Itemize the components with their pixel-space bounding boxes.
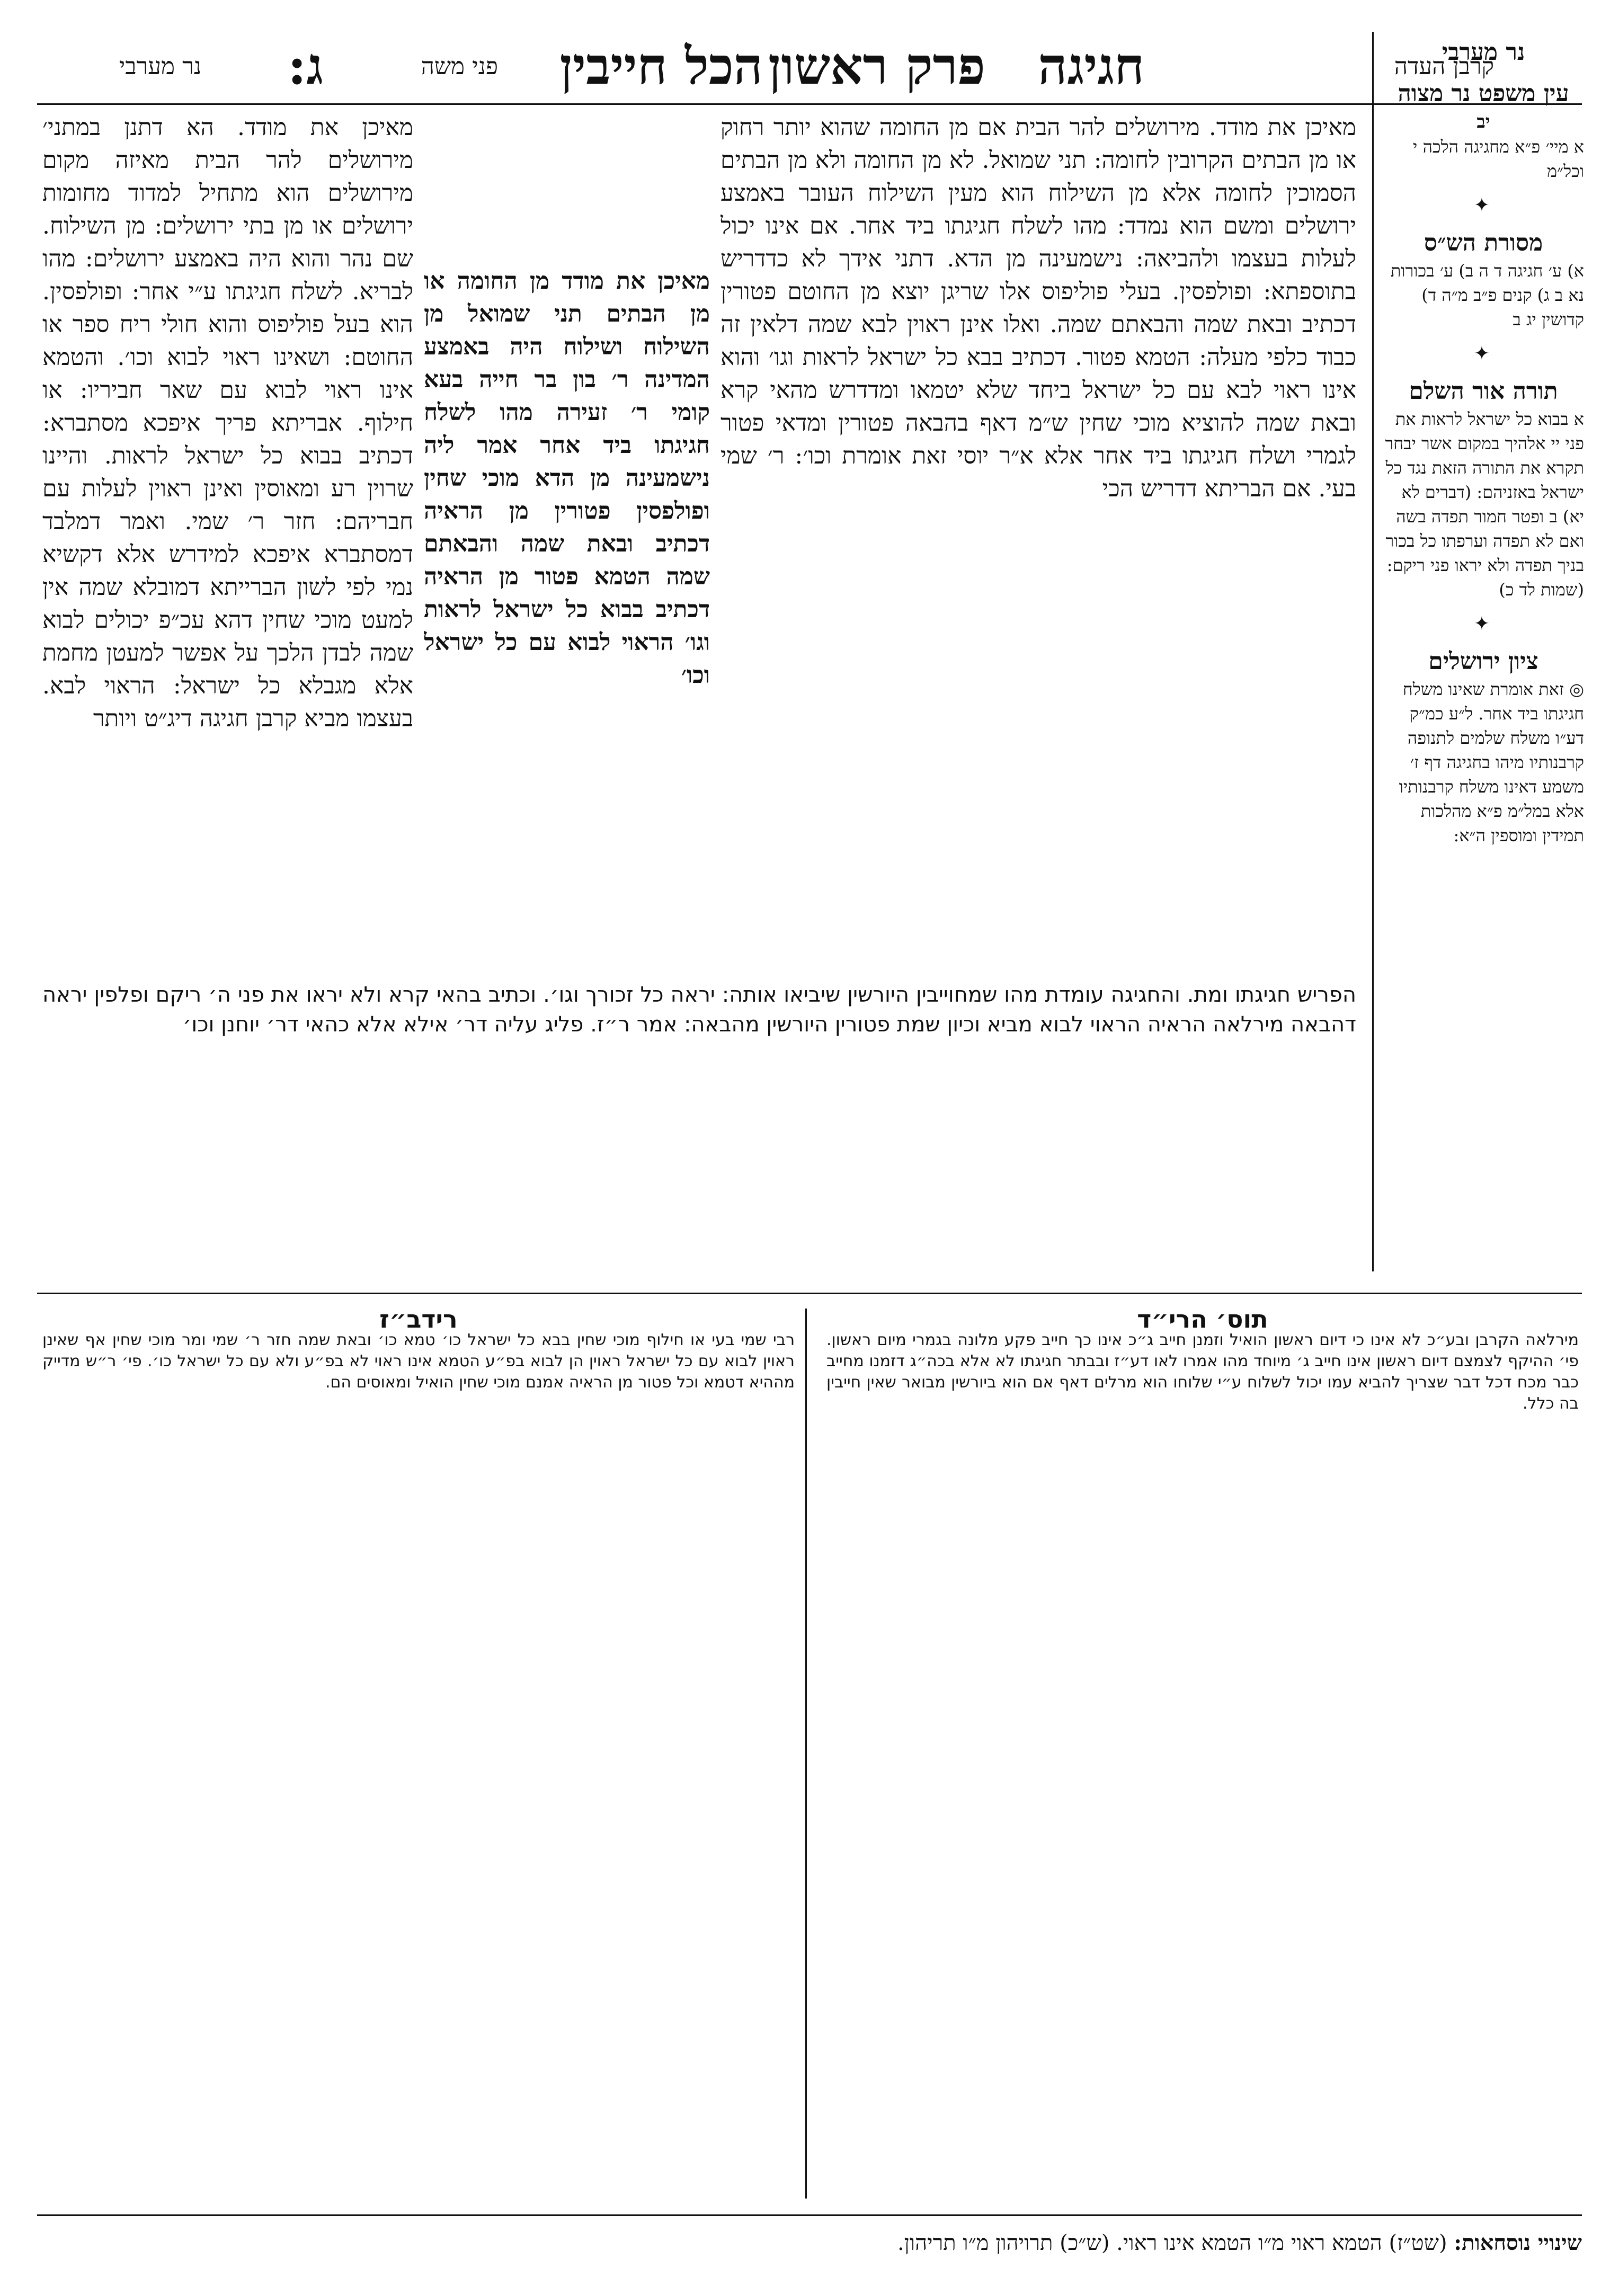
gemara-text: מאיכן את מודד מן החומה או מן הבתים תני שמואל מן השילוח ושילוח היה באמצע המדינה ר׳ בון בר חייה בעא קומי ר׳ זעירה מהו לשלח חגיגתו ביד אחר אמר ליה נישמעינה מן הדא מוכי שחין ופולפסין פטורין מן הראיה דכתיב ובאת שמה והבאתם שמה הטמא פטור מן הראיה דכתיב בבוא כל ישראל לראות וגו׳ הראוי לבוא עם כל ישראל וכו׳	[424, 268, 710, 689]
lower-commentary	[42, 980, 1356, 1245]
radbaz-title: רידב״ז	[379, 1309, 458, 1333]
variants-text: (שט״ז) הטמא ראוי מ״ו הטמא אינו ראוי. (ש״כ) תרויהון מ״ו תריהון.	[897, 2231, 1447, 2255]
page-header	[85, 37, 1515, 101]
separator: ✦	[1473, 613, 1493, 635]
ner-maaravi-title: נר מערבי	[1442, 39, 1525, 66]
side-column	[1383, 37, 1584, 1282]
radbaz-text: רבי שמי בעי או חילוף מוכי שחין בבא כל ישראל כו׳ טמא כו׳ ובאת שמה חזר ר׳ שמי ומר מוכי שחין אף שאינן ראוין לבוא עם כל ישראל ראוין הן לבוא בפ״ע הטמא אינו ראוי לא בפ״ע ולא עם כל ישראל כו׳. פי׳ ר״ש מדייק מההיא דטמא וכל פטור מן הראיה אמנם מוכי שחין הואיל ומאוסים הם.	[42, 1331, 795, 1392]
ein-mishpat-num: יב	[1476, 111, 1490, 132]
yerushalmi-text	[424, 265, 710, 1007]
pnei-moshe-label: פני משה	[421, 53, 498, 80]
korban-haeda-label: קרבן העדה	[1394, 53, 1494, 80]
lower-commentary-text: הפריש חגיגתו ומת. והחגיגה עומדת מהו שמחוייבין היורשין שיביאו אותה: יראה כל זכורך וגו׳. וכתיב בהאי קרא ולא יראו את פני ה׳ ריקם ופלפין יראה דהבאה מירלאה הראיה הראוי לבוא מביא וכיון שמת פטורין היורשין מהבאה: אמר ר״ז. פליג עליה דר׳ אילא אלא כהאי דר׳ יוחנן וכו׳	[42, 983, 1356, 1037]
torah-or-title: תורה אור השלם	[1409, 378, 1558, 405]
chapter-title: הכל חייבין	[559, 36, 763, 96]
tractate-name: חגיגה	[1038, 36, 1144, 96]
lower-divider	[805, 1309, 807, 2199]
page-number: ג:	[287, 36, 323, 96]
footer-variants	[46, 2230, 1582, 2255]
pnei-moshe-text: מאיכן את מודד. מירושלים להר הבית אם מן החומה שהוא יותר רחוק או מן הבתים הקרובין לחומה: תני שמואל. לא מן החומה ולא מן הבתים הסמוכין לחומה אלא מן השילוח הוא מעין השילוח העובר באמצע ירושלים ומשם הוא נמדד: מהו לשלח חגיגתו ביד אחר. אם אינו יכול לעלות בעצמו ולהביאה: נישמעינה מן הדא. דתני אידך לא כדדריש בתוספתא: ופולפסין. בעלי פוליפוס אלו שריגן יוצא מן החוטם פטורין דכתיב ובאת שמה והבאתם שמה. ואלו אינן ראוין לבא שמה דלאין זה כבוד כלפי מעלה: הטמא פטור. דכתיב בבא כל ישראל לראות וגו׳ והוא אינו ראוי לבא עם כל ישראל ביחד שלא יטמאו ומדדרש מהאי קרא ובאת שמה להוציא מוכי שחין ש״מ דאף בהבאה פטורין ומדאי פטור לגמרי ושלח חגיגתו ביד אחר אלא א״ר יוסי זאת אומרת וכו׳: ר׳ שמי בעי. אם הבריתא דדריש הכי	[720, 114, 1356, 502]
tziyun-text: ◎ זאת אומרת שאינו משלח חגיגתו ביד אחר. ל״ע כמ״ק דע״ו משלח שלמים לתנופה קרבנותיו מיהו בחגיגה דף ז׳ משמע דאינו משלח קרבנותיו אלא במל״מ פ״א מהלכות תמידין ומוספין ה״א:	[1399, 679, 1584, 846]
chapter-number: פרק ראשון	[768, 36, 985, 96]
radbaz	[42, 1309, 795, 2199]
tosafot-harid	[826, 1309, 1579, 2199]
tziyun-title: ציון ירושלים	[1428, 648, 1538, 675]
torah-or-text: א בבוא כל ישראל לראות את פני יי אלהיך במקום אשר יבחר תקרא את התורה הזאת נגד כל ישראל באזניהם: (דברים לא יא) ב ופטר חמור תפדה בשה ואם לא תפדה וערפתו כל בכור בניך תפדה ולא יראו פני ריקם: (שמות לד כ)	[1385, 409, 1584, 600]
separator: ✦	[1473, 343, 1493, 364]
pnei-moshe-commentary	[720, 111, 1356, 969]
header-rule	[37, 103, 1582, 105]
ner-maaravi-label: נר מערבי	[119, 53, 201, 80]
side-divider	[1372, 32, 1374, 1271]
ein-mishpat-text: א מיי׳ פ״א מחגיגה הלכה י וכל״מ	[1413, 137, 1584, 181]
tosafot-title: תוס׳ הרי״ד	[1137, 1309, 1268, 1333]
tosafot-text: מירלאה הקרבן ובע״כ לא אינו כי דיום ראשון הואיל וזמנן חייב ג״כ אינו כך חייב פקע מלונה בגמרי מיום ראשון. פי׳ ההיקף לצמצם דיום ראשון אינו חייב ג׳ מיוחד מהו אמרו לאו דע״ז ובבתר חגיגתו לא אלא בכה״ג דזמנו מחייב כבר מכח דכל דבר שצריך להביא עמו יכול לשלוח ע״י שלוחו הוא מרלים דאף אם הוא ביורשין מבואר שאין חייבין בה כלל.	[826, 1331, 1579, 1413]
mid-rule	[37, 1293, 1582, 1294]
separator: ✦	[1473, 194, 1493, 216]
ein-mishpat-title: עין משפט נר מצוה	[1398, 80, 1569, 107]
korban-haeda-text: מאיכן את מודד. הא דתנן במתני׳ מירושלים להר הבית מאיזה מקום מירושלים הוא מתחיל למדוד מחומות ירושלים או מן בתי ירושלים: מן השילוח. שם נהר והוא היה באמצע ירושלים: מהו לבריא. לשלח חגיגתו ע״י אחר: ופולפסין. הוא בעל פוליפוס והוא חולי ריח ספר או החוטם: ושאינו ראוי לבוא וכו׳. והטמא אינו ראוי לבוא עם שאר חביריו: או חילוף. אבריתא פריך איפכא מסתברא: דכתיב בבוא כל ישראל לראות. והיינו שרוין רע ומאוסין ואינן ראוין לעלות עם חבריהם: חזר ר׳ שמי. ואמר דמלבד דמסתברא איפכא למידרש אלא דקשיא נמי לפי לשון הברייתא דמובלא שמה אין למעט מוכי שחין דהא עכ״פ יכולים לבוא שמה לבדן הלכך על אפשר למעטן מחמת אלא מגבלא כל ישראל: הראוי לבא. בעצמו מביא קרבן חגיגה דיג״ט ויותר	[42, 114, 413, 732]
variants-label: שינויי נוסחאות:	[1454, 2230, 1582, 2255]
footer-rule	[37, 2214, 1582, 2216]
masoret-title: מסורת הש״ס	[1424, 229, 1543, 256]
masoret-text: א) ע׳ חגיגה ד ה ב) ע׳ בכורות נא ב ג) קנים פ״ב מ״ה ד) קדושין יג ב	[1390, 261, 1584, 330]
korban-haeda-commentary	[42, 111, 413, 969]
